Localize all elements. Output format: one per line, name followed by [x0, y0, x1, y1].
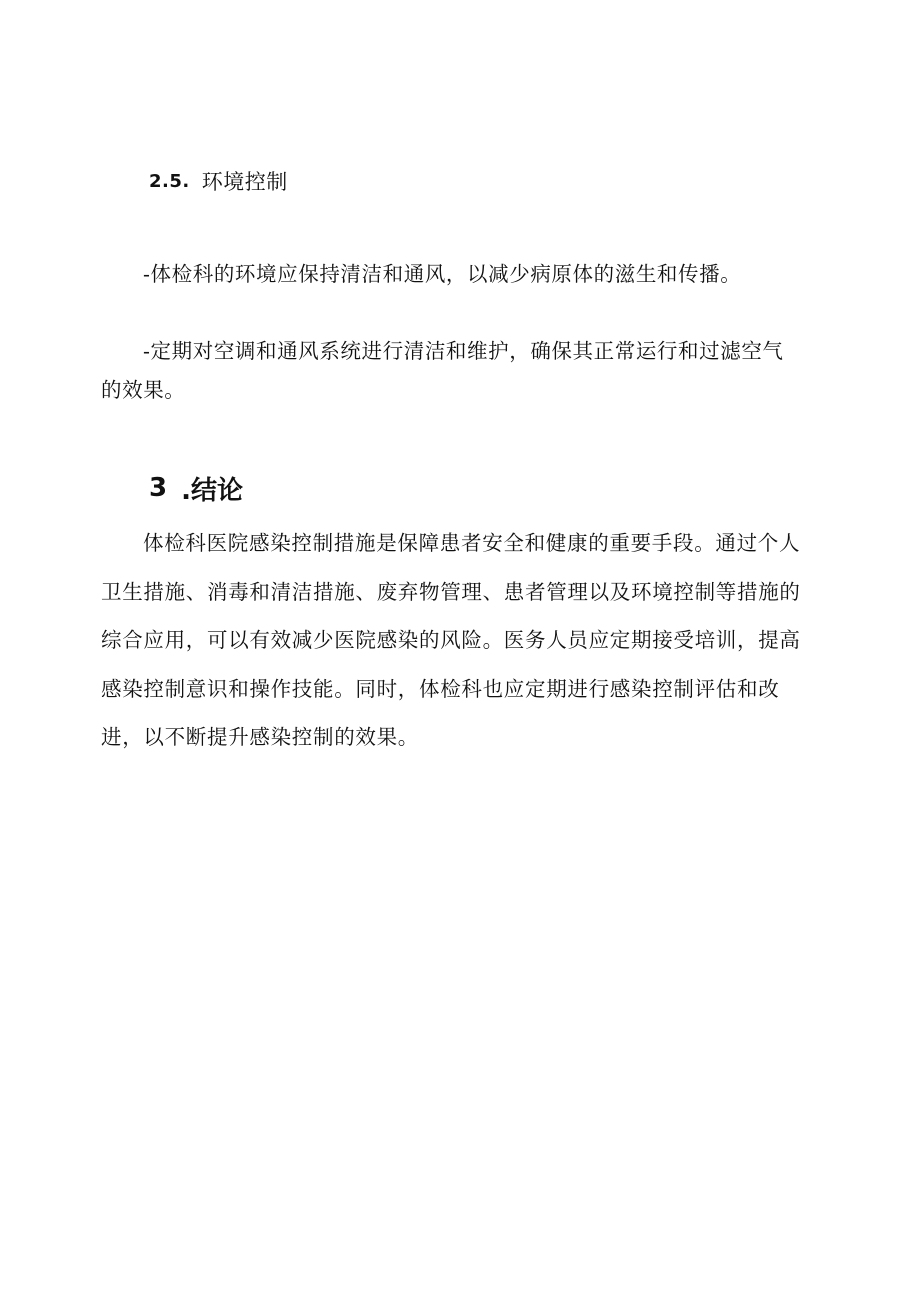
section-3-number: 3: [149, 473, 168, 503]
conclusion-paragraph: 体检科医院感染控制措施是保障患者安全和健康的重要手段。通过个人卫生措施、消毒和清洁措施、废弃物管理、患者管理以及环境控制等措施的综合应用，可以有效减少医院感染的风险。医务人员应定期接受培训，提高感染控制意识和操作技能。同时，体检科也应定期进行感染控制评估和改进，以不断提升感染控制的效果。: [101, 531, 801, 749]
section-3-title: .结论: [181, 475, 243, 506]
section-2-5-title: 环境控制: [201, 170, 288, 194]
environment-item-2: -定期对空调和通风系统进行清洁和维护，确保其正常运行和过滤空气的效果。: [101, 339, 784, 402]
section-2-5-heading: [149, 166, 288, 196]
environment-item-1: -体检科的环境应保持清洁和通风，以减少病原体的滋生和传播。: [143, 262, 742, 286]
section-2-5-number: 2.5.: [149, 170, 190, 192]
section-3-heading: [149, 470, 243, 506]
